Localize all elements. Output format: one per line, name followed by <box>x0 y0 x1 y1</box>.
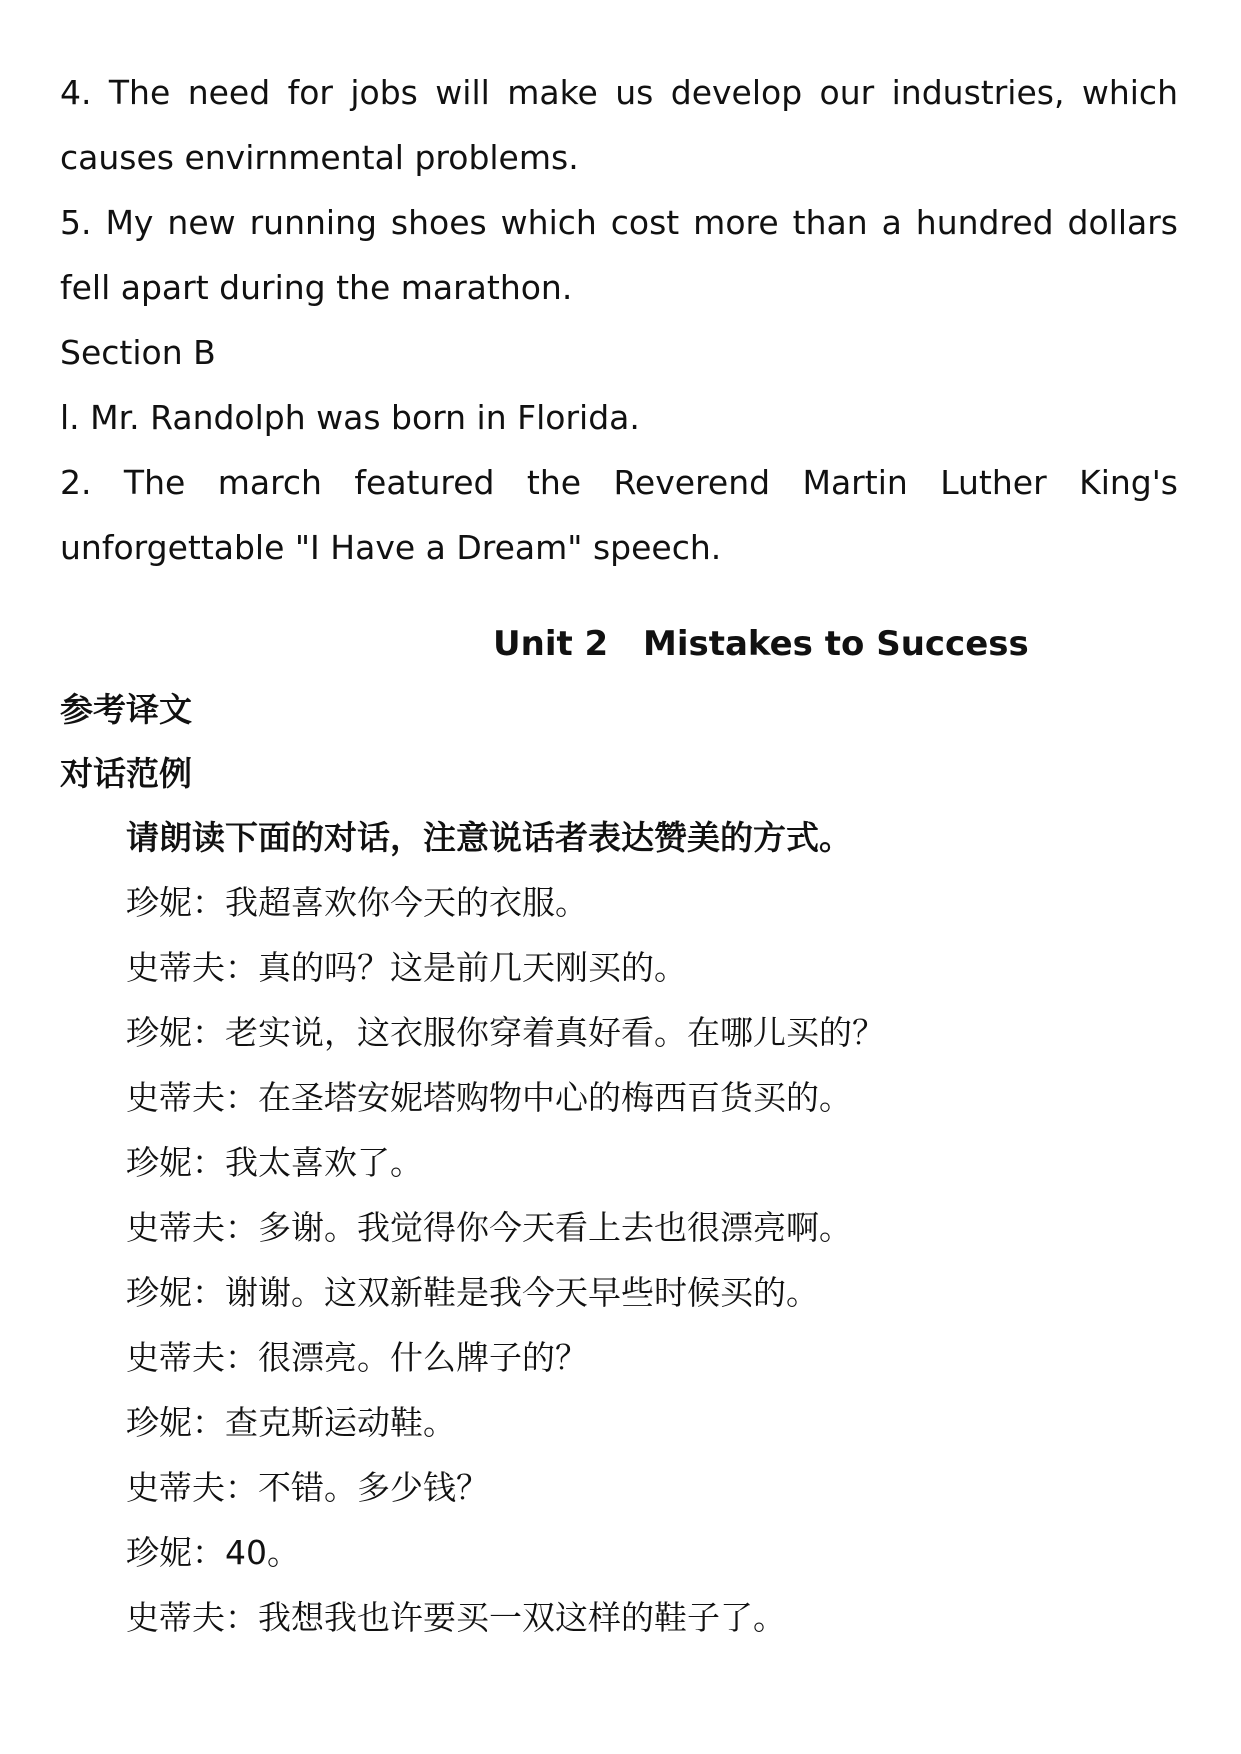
dialogue-line: 珍妮：老实说，这衣服你穿着真好看。在哪儿买的？ <box>126 1013 885 1052</box>
unit-number: Unit 2 <box>493 624 609 664</box>
dialogue-line: 史蒂夫：不错。多少钱？ <box>126 1468 489 1507</box>
dialogue-line: 史蒂夫：很漂亮。什么牌子的？ <box>126 1338 588 1377</box>
dialogue-line: 珍妮：40。 <box>126 1533 300 1572</box>
dialogue-line: 史蒂夫：多谢。我觉得你今天看上去也很漂亮啊。 <box>126 1208 852 1247</box>
dialogue-line: 珍妮：我超喜欢你今天的衣服。 <box>126 883 588 922</box>
answer-item-5: 5. My new running shoes which cost more than a hundred dollars fell apart during the marathon. <box>60 203 1178 307</box>
dialogue-heading: 对话范例 <box>60 754 192 793</box>
section-b-item-1: l. Mr. Randolph was born in Florida. <box>60 398 640 437</box>
section-b-title: Section B <box>60 333 216 372</box>
dialogue-line: 史蒂夫：真的吗？这是前几天刚买的。 <box>126 948 687 987</box>
dialogue-line: 史蒂夫：我想我也许要买一双这样的鞋子了。 <box>126 1598 786 1637</box>
dialogue-line: 史蒂夫：在圣塔安妮塔购物中心的梅西百货买的。 <box>126 1078 852 1117</box>
exercise-answers <box>60 60 1178 580</box>
dialogue-line: 珍妮：查克斯运动鞋。 <box>126 1403 456 1442</box>
dialogue-line: 珍妮：我太喜欢了。 <box>126 1143 423 1182</box>
unit-title <box>60 612 1178 677</box>
unit-name: Mistakes to Success <box>643 624 1029 664</box>
translation-heading: 参考译文 <box>60 690 192 729</box>
dialogue-line: 珍妮：谢谢。这双新鞋是我今天早些时候买的。 <box>126 1273 819 1312</box>
answer-item-4: 4. The need for jobs will make us develop our industries, which causes envirnmental problems. <box>60 73 1178 177</box>
section-b-item-2-line-2: unforgettable "I Have a Dream" speech. <box>60 528 722 567</box>
dialogue-instruction: 请朗读下面的对话，注意说话者表达赞美的方式。 <box>126 818 852 857</box>
section-b-item-2-line-1: 2. The march featured the Reverend Martin Luther King's <box>60 463 1178 502</box>
dialogue-block <box>126 805 1178 1650</box>
